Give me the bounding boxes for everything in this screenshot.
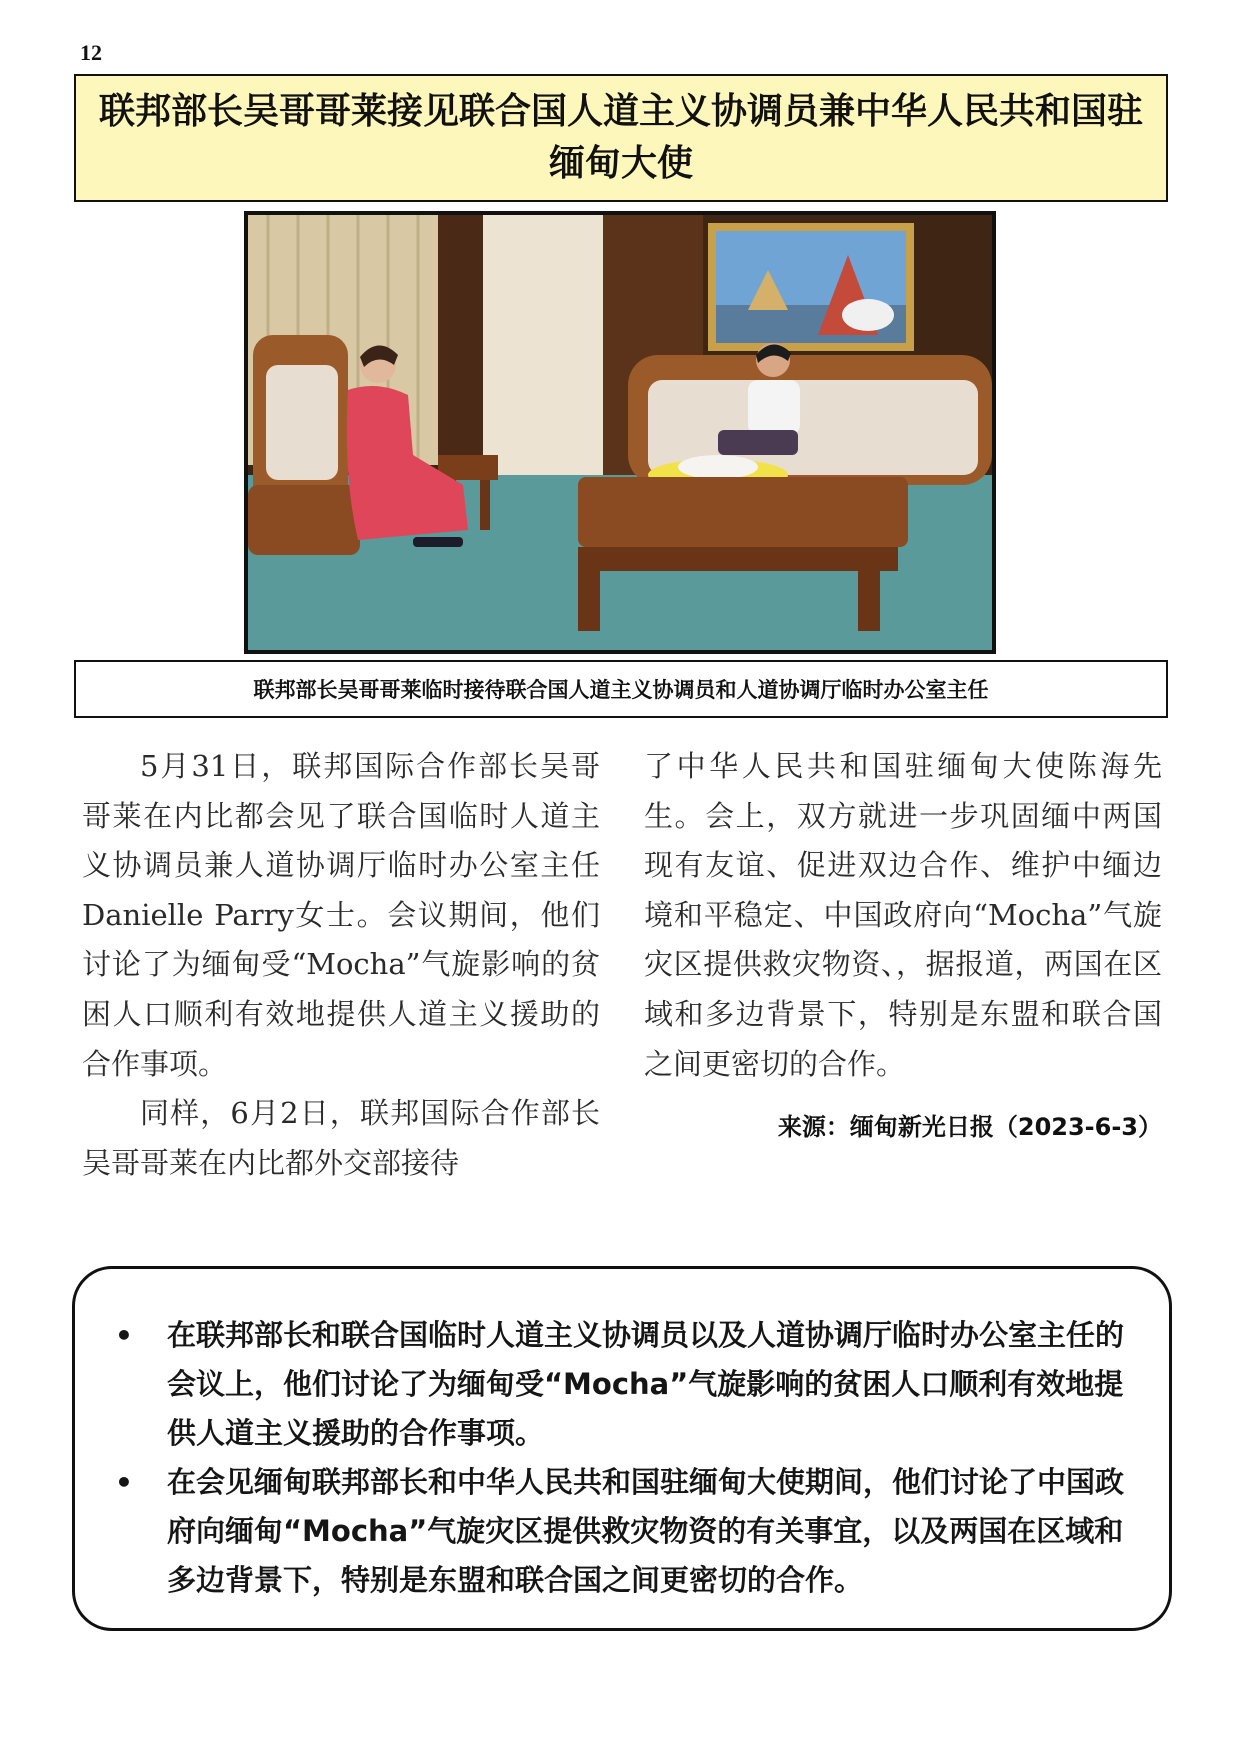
photo-caption-box xyxy=(74,660,1168,718)
photo-meeting xyxy=(244,211,996,654)
article-paragraph-1: 5月31日，联邦国际合作部长吴哥哥莱在内比都会见了联合国临时人道主义协调员兼人道协调厅临时办公室主任Danielle Parry女士。会议期间，他们讨论了为缅甸受“Mocha”气旋影响的贫困人口顺利有效地提供人道主义援助的合作事项。 xyxy=(82,749,600,1081)
title-box xyxy=(74,74,1168,202)
article-paragraph-3: 了中华人民共和国驻缅甸大使陈海先生。会上，双方就进一步巩固缅中两国现有友谊、促进双边合作、维护中缅边境和平稳定、中国政府向“Mocha”气旋灾区提供救灾物资、，据报道，两国在区域和多边背景下，特别是东盟和联合国之间更密切的合作。 xyxy=(644,749,1162,1081)
summary-item-text: 在联邦部长和联合国临时人道主义协调员以及人道协调厅临时办公室主任的会议上，他们讨论了为缅甸受“Mocha”气旋影响的贫困人口顺利有效地提供人道主义援助的合作事项。 xyxy=(167,1318,1125,1450)
article-left-column xyxy=(82,742,600,1188)
bullet-icon: • xyxy=(115,1319,133,1352)
bullet-icon: • xyxy=(115,1466,133,1499)
article-source: 来源：缅甸新光日报（2023-6-3） xyxy=(777,1113,1162,1142)
summary-list xyxy=(115,1311,1141,1605)
photo-meeting-illustration xyxy=(248,215,992,650)
article-paragraph-2: 同样，6月2日，联邦国际合作部长吴哥哥莱在内比都外交部接待 xyxy=(82,1096,600,1180)
summary-item xyxy=(115,1311,1141,1458)
article-right-column xyxy=(644,742,1162,1153)
page-title: 联邦部长吴哥哥莱接见联合国人道主义协调员兼中华人民共和国驻缅甸大使 xyxy=(98,91,1143,184)
summary-item xyxy=(115,1458,1141,1605)
page-number: 12 xyxy=(80,40,102,65)
summary-box xyxy=(72,1266,1172,1631)
photo-caption: 联邦部长吴哥哥莱临时接待联合国人道主义协调员和人道协调厅临时办公室主任 xyxy=(253,678,989,702)
summary-item-text: 在会见缅甸联邦部长和中华人民共和国驻缅甸大使期间，他们讨论了中国政府向缅甸“Mocha”气旋灾区提供救灾物资的有关事宜，以及两国在区域和多边背景下，特别是东盟和联合国之间更密切的合作。 xyxy=(167,1465,1125,1597)
